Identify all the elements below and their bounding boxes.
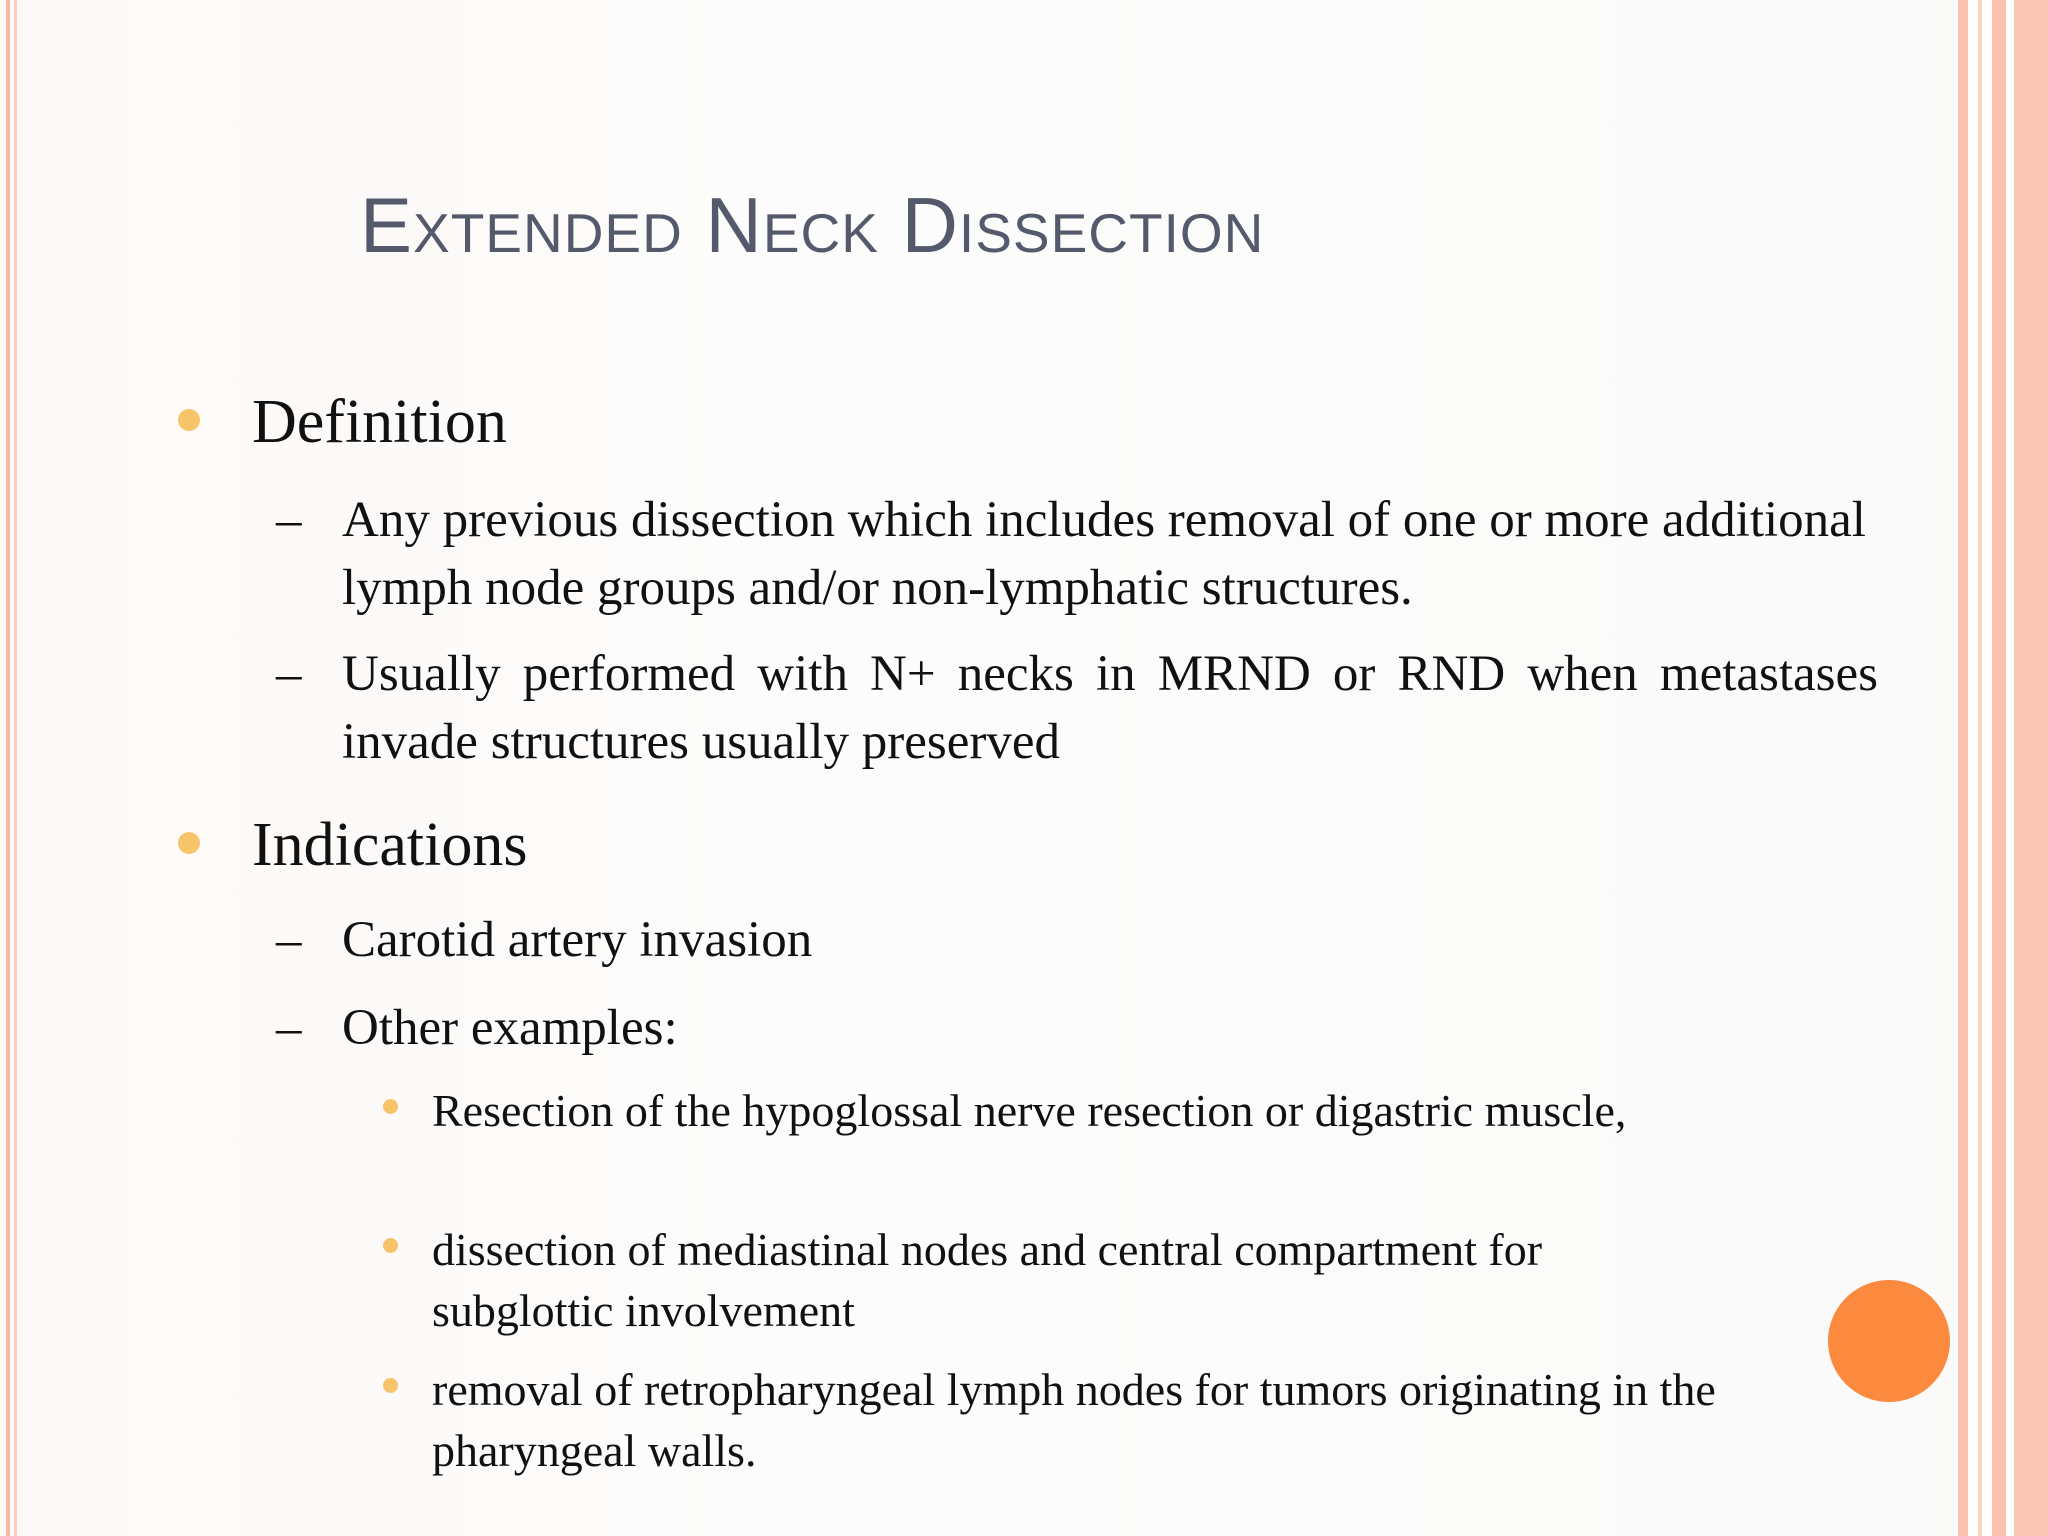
section-heading-definition: Definition — [252, 388, 507, 456]
indication-item: Carotid artery invasion — [342, 912, 813, 968]
definition-item: Usually performed with N+ necks in MRND or RND when metastases invade structures usually preserved — [342, 646, 1878, 770]
right-border-stripe — [2014, 0, 2048, 1536]
dash-marker: – — [276, 912, 302, 968]
right-border-stripe — [1978, 0, 1982, 1536]
example-item: dissection of mediastinal nodes and central compartment for subglottic involvement — [432, 1224, 1543, 1336]
right-border-stripe — [1958, 0, 1968, 1536]
dash-marker: – — [276, 1000, 302, 1056]
left-border-stripe-inner — [14, 0, 17, 1536]
example-item: removal of retropharyngeal lymph nodes for tumors originating in the pharyngeal walls. — [432, 1364, 1716, 1476]
bullet-icon — [178, 409, 200, 431]
dash-marker: – — [276, 492, 302, 548]
right-border-stripe — [1992, 0, 2006, 1536]
section-heading-indications: Indications — [252, 811, 528, 879]
bullet-icon — [178, 832, 200, 854]
bullet-icon — [383, 1378, 398, 1393]
example-item: Resection of the hypoglossal nerve resection or digastric muscle, — [432, 1085, 1627, 1136]
left-border-stripe — [6, 0, 10, 1536]
bullet-icon — [383, 1238, 398, 1253]
indication-item: Other examples: — [342, 1000, 678, 1056]
dash-marker: – — [276, 646, 302, 702]
bullet-icon — [383, 1099, 398, 1114]
decorative-circle — [1828, 1280, 1950, 1402]
slide-title: Extended Neck Dissection — [360, 181, 1265, 269]
definition-item: Any previous dissection which includes removal of one or more additional lymph node groups and/or non-lymphatic structures. — [342, 492, 1866, 616]
